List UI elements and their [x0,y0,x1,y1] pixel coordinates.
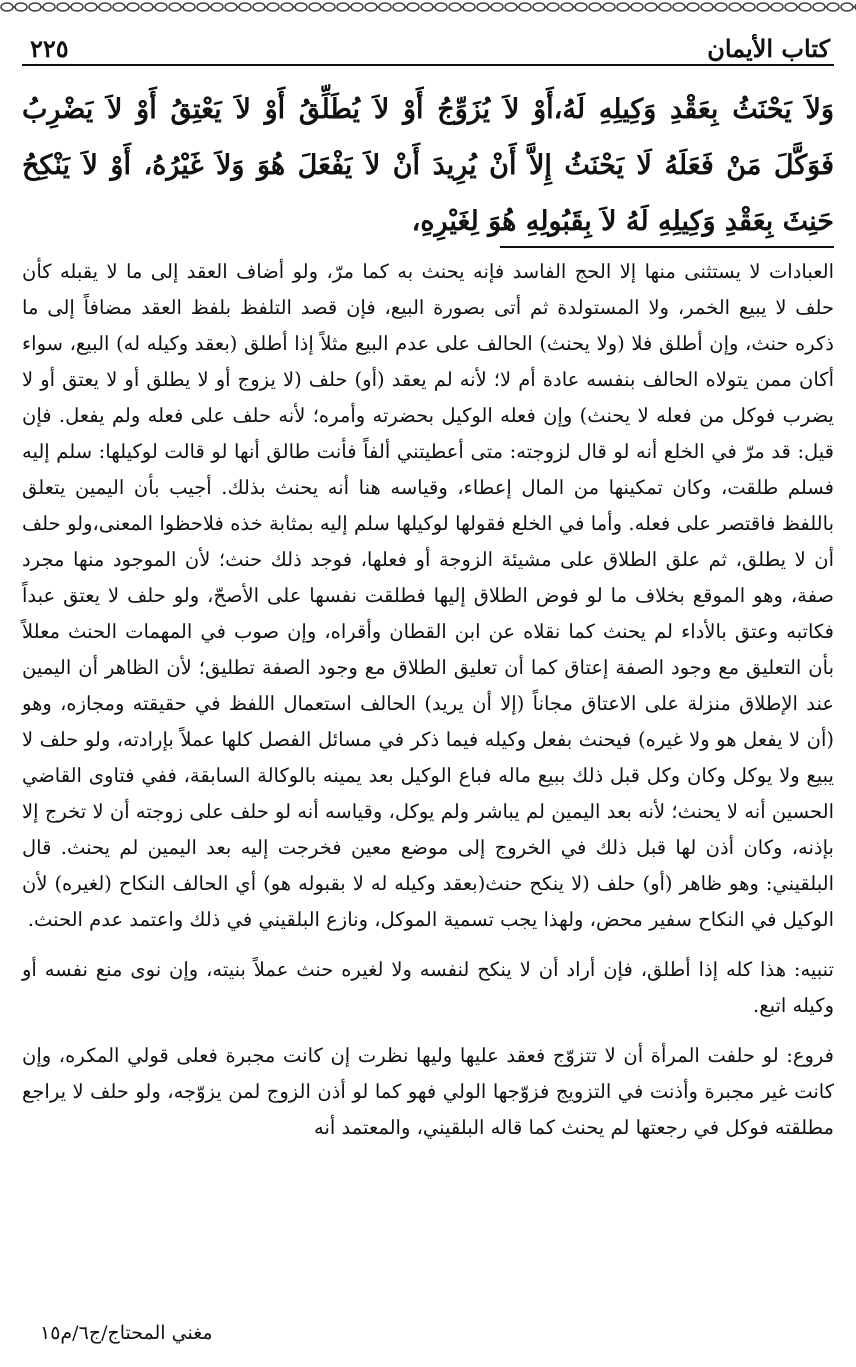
ornamental-border [0,0,856,14]
sharh-commentary [22,254,834,1146]
signature-mark: مغني المحتاج/ج٦/م١٥ [40,1322,213,1344]
sharh-main-paragraph: العبادات لا يستثنى منها إلا الحج الفاسد فإنه يحنث به كما مرّ، ولو أضاف العقد إلى ما لا يقبله كأن حلف لا يبيع الخمر، ولا المستولدة ثم أتى بصورة البيع، فإن قصد التلفظ بلفظ العقد مضافاً إلى ما ذكره حنث، وإن أطلق فلا (ولا يحنث) الحالف على عدم البيع مثلاً إذا أطلق (بعقد وكيله له) البيع، سواء أكان ممن يتولاه الحالف بنفسه عادة أم لا؛ لأنه لم يعقد (أو) حلف (لا يزوج أو لا يطلق أو لا يعتق أو لا يضرب فوكل من فعله لا يحنث) وإن فعله الوكيل بحضرته وأمره؛ لأنه حلف على فعله ولم يفعل. فإن قيل: قد مرّ في الخلع أنه لو قال لزوجته: متى أعطيتني ألفاً فأنت طالق أنها لو قالت لوكيلها: سلم إليه فسلم طلقت، وكان تمكينها من المال إعطاء، وقياسه هنا أنه يحنث بذلك. أجيب بأن اليمين يتعلق باللفظ فاقتصر على فعله. وأما في الخلع فقولها لوكيلها سلم إليه بمثابة خذه فلاحظوا المعنى،ولو حلف أن لا يطلق، ثم علق الطلاق على مشيئة الزوجة أو فعلها، فوجد ذلك حنث؛ لأن الموجود منها مجرد صفة، وهو الموقع بخلاف ما لو فوض الطلاق إليها فطلقت نفسها على الأصحّ، ولو حلف لا يعتق عبداً فكاتبه وعتق بالأداء لم يحنث كما نقلاه عن ابن القطان وأقراه، وإن صوب في المهمات الحنث معللاً بأن التعليق مع وجود الصفة إعتاق كما أن تعليق الطلاق مع وجود الصفة تطليق؛ لأن الظاهر أن اليمين عند الإطلاق منزلة على الاعتاق مجاناً (إلا أن يريد) الحالف استعمال اللفظ في حقيقته ومجازه، وهو (أن لا يفعل هو ولا غيره) فيحنث بفعل وكيله فيما ذكر في مسائل الفصل كلها عملاً بإرادته، ولو حلف لا يبيع ولا يوكل وكان وكل قبل ذلك ببيع ماله فباع الوكيل بعد يمينه بالوكالة السابقة، ففي فتاوى القاضي الحسين أنه لا يحنث؛ لأنه بعد اليمين لم يباشر ولم يوكل، وقياسه أنه لو حلف على زوجته أن لا تخرج إلا بإذنه، وكان أذن لها قبل ذلك في الخروج إلى موضع معين فخرجت إليه بعد اليمين لم يحنث. قال البلقيني: وهو ظاهر (أو) حلف (لا ينكح حنث(بعقد وكيله له لا بقبوله هو) أي الحالف النكاح (لغيره) لأن الوكيل في النكاح سفير محض، ولهذا يجب تسمية الموكل، ونازع البلقيني في ذلك واعتمد عدم الحنث. [22,260,834,931]
page-footer [22,1318,834,1352]
furu-paragraph: فروع: لو حلفت المرأة أن لا تتزوّج فعقد عليها وليها نظرت إن كانت مجبرة فعلى قولي المكره، وإن كانت غير مجبرة وأذنت في التزويج فزوّجها الولي فهو كما لو أذن الزوج لمن يزوّجه، ولو حلف لا يراجع مطلقته فوكل في رجعتها لم يحنث كما قاله البلقيني، والمعتمد أنه [22,1044,834,1139]
matn-text: وَلاَ يَحْنَثُ بِعَقْدِ وَكِيلِهِ لَهُ،أَوْ لاَ يُزَوِّجُ أَوْ لاَ يُطَلِّقُ أَوْ لاَ يَعْتِقُ أَوْ لاَ يَضْرِبُ فَوَكَّلَ مَنْ فَعَلَهُ لَا يَحْنَثُ إِلاَّ أَنْ يُرِيدَ أَنْ لاَ يَفْعَلَ هُوَ وَلاَ غَيْرُهُ، أَوْ لاَ يَنْكِحُ حَنِثَ بِعَقْدِ وَكِيلِهِ لَهُ لاَ بِقَبُولِهِ هُوَ لِغَيْرِهِ، [22,94,834,237]
tanbih-note: تنبيه: هذا كله إذا أطلق، فإن أراد أن لا ينكح لنفسه ولا لغيره حنث عملاً بنيته، وإن نوى منع نفسه أو وكيله اتبع. [22,958,834,1017]
header-rule [22,64,834,66]
matn-separator [500,246,834,248]
page-number: ٢٢٥ [30,34,69,63]
chapter-title: كتاب الأيمان [707,34,830,63]
page-header [22,28,834,66]
